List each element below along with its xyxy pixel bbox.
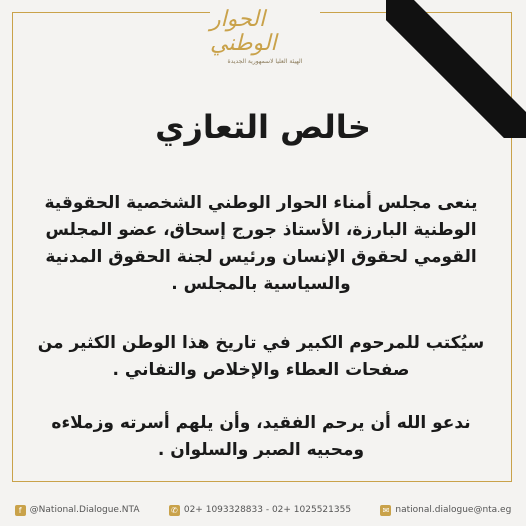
mail-icon: ✉ <box>380 505 391 516</box>
footer-phones[interactable] <box>169 505 351 516</box>
paragraph-2: سيُكتب للمرحوم الكبير في تاريخ هذا الوطن الكثير من صفحات العطاء والإخلاص والتفاني . <box>37 333 485 380</box>
paragraph-3: ندعو الله أن يرحم الفقيد، وأن يلهم أسرته وزملاءه ومحبيه الصبر والسلوان . <box>51 413 471 460</box>
national-dialogue-logo <box>210 6 320 66</box>
logo-mark: الحوار الوطني <box>210 6 277 56</box>
logo-subtitle: الهيئة العليا لاسمهورية الجديدة <box>227 57 303 65</box>
email-address: national.dialogue@nta.eg <box>395 505 512 515</box>
facebook-icon: f <box>15 505 26 516</box>
facebook-handle: @National.Dialogue.NTA <box>29 505 140 515</box>
phone-icon: ✆ <box>169 505 180 516</box>
page-title: خالص التعازي <box>155 108 371 146</box>
phone-numbers: 02+ 1093328833 - 02+ 1025521355 <box>183 505 352 515</box>
footer-email[interactable] <box>380 505 511 516</box>
footer <box>0 498 526 522</box>
footer-facebook[interactable] <box>15 505 140 516</box>
paragraph-1: ينعى مجلس أمناء الحوار الوطني الشخصية الحقوقية الوطنية البارزة، الأستاذ جورج إسحاق، عضو المجلس القومي لحقوق الإنسان ورئيس لجنة الحقوق المدنية والسياسية بالمجلس . <box>44 193 478 294</box>
